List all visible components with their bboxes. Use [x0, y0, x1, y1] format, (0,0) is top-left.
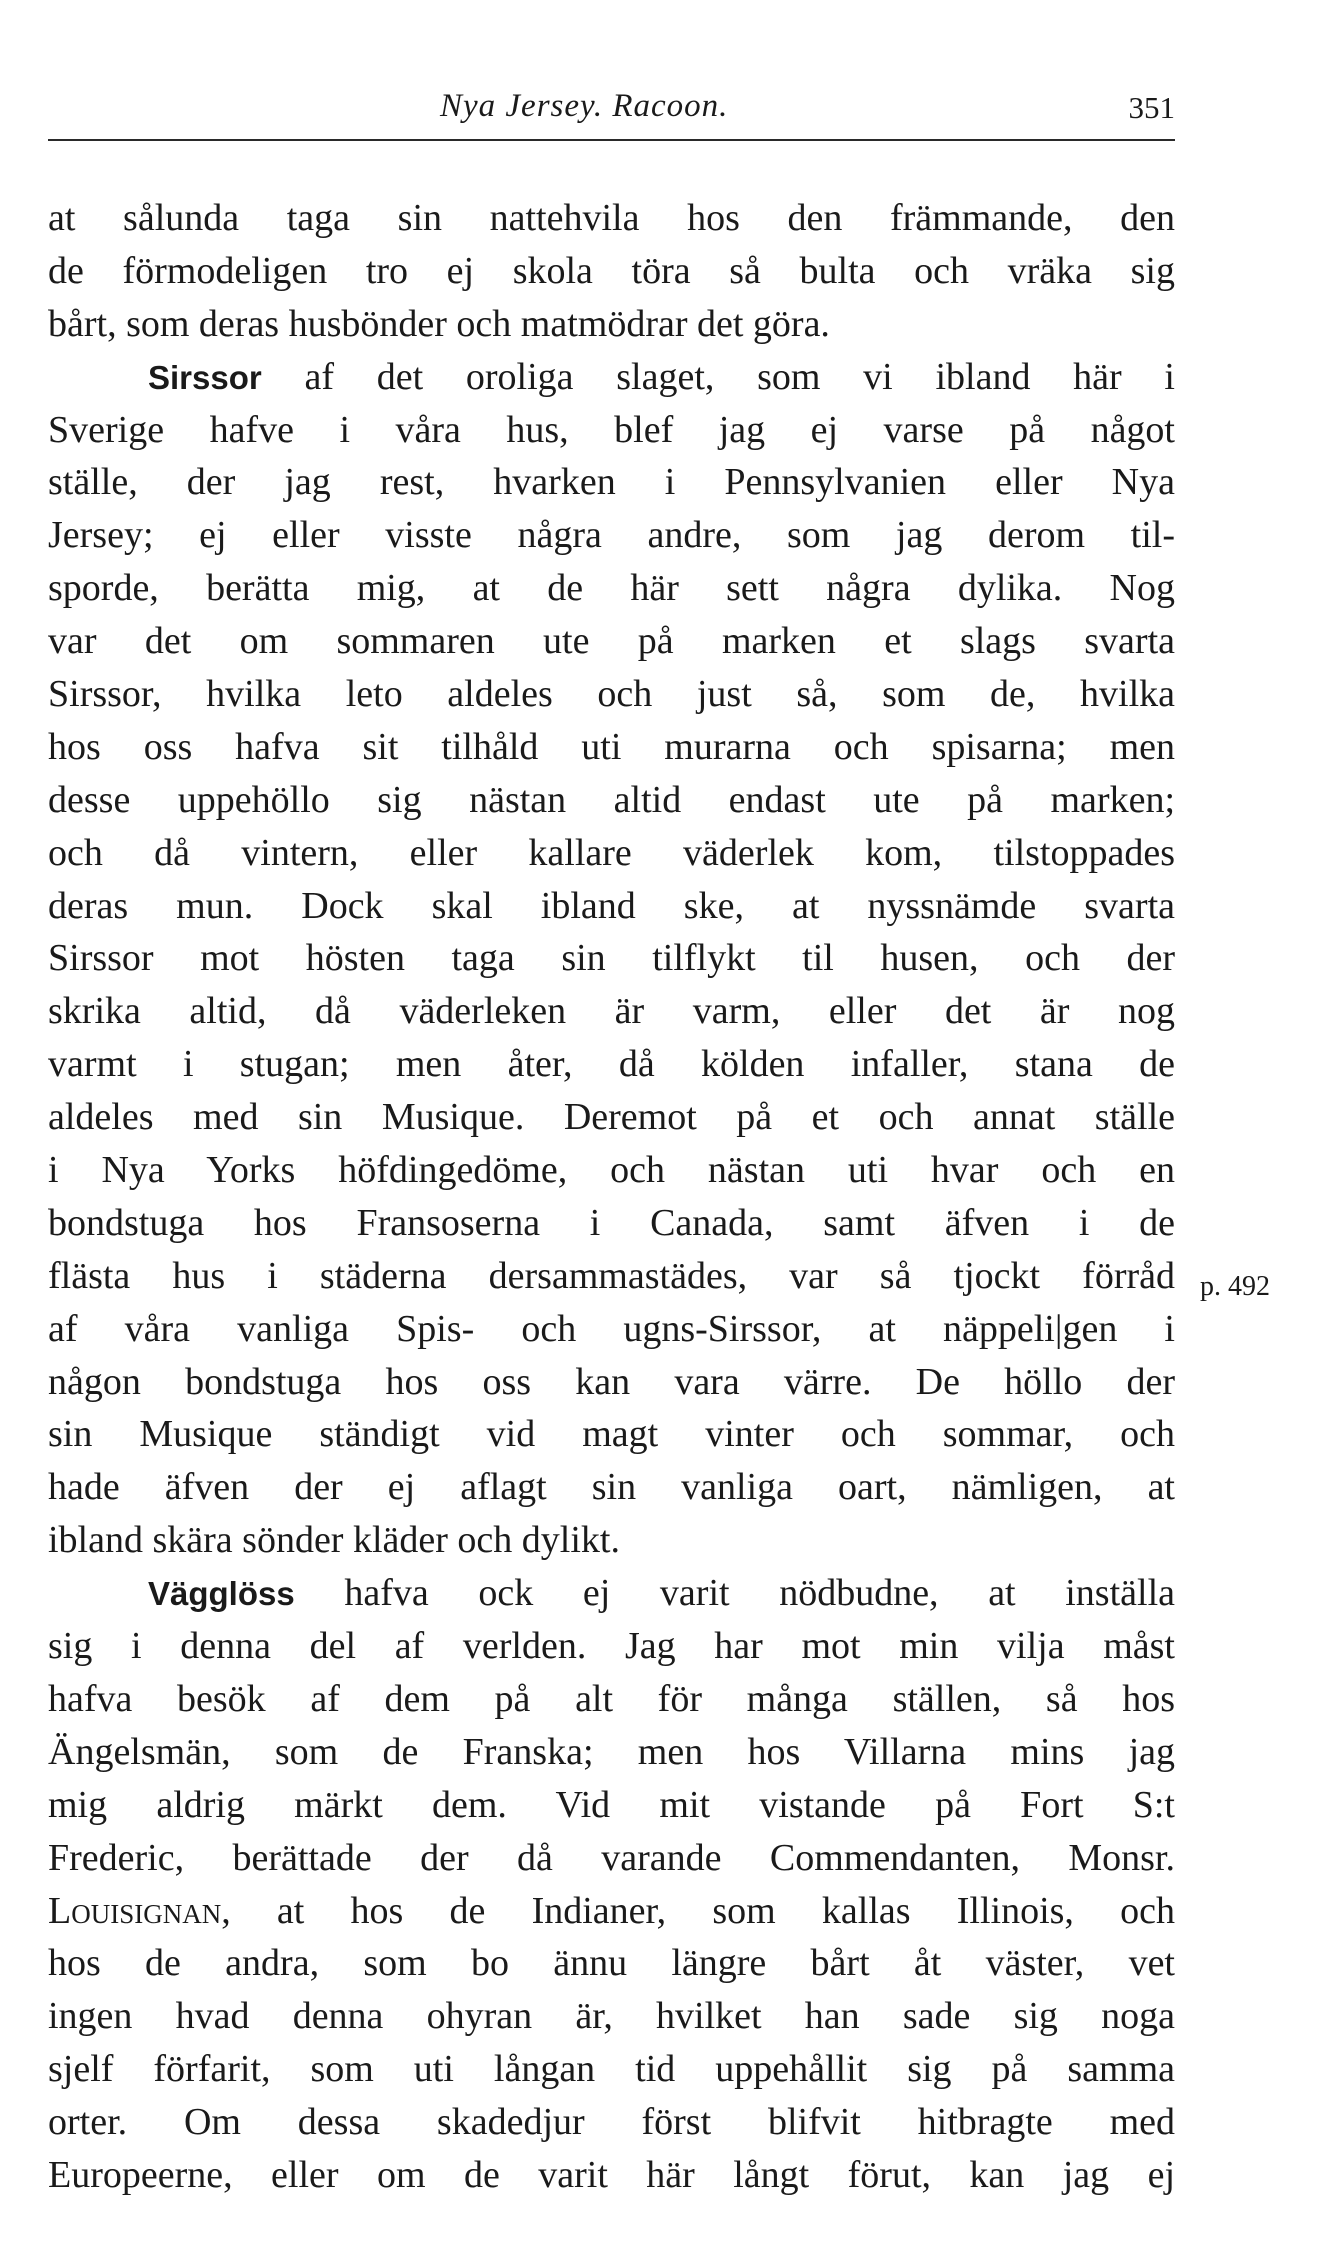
margin-page-reference: p. 492 — [1200, 1271, 1270, 1302]
text-line: sporde, berätta mig, at de här sett några dylika. Nog — [48, 567, 1175, 610]
text-line: varmt i stugan; men åter, då kölden infaller, stana de — [48, 1043, 1175, 1086]
text-line: Europeerne, eller om de varit här långt förut, kan jag ej — [48, 2153, 1175, 2196]
text-line: hafva besök af dem på alt för många ställen, så hos — [48, 1677, 1175, 1720]
running-title: Nya Jersey. Racoon. — [440, 88, 729, 124]
text-line: och då vintern, eller kallare väderlek kom, tilstoppades — [48, 831, 1175, 874]
text-line: desse uppehöllo sig nästan altid endast ute på marken; — [48, 778, 1175, 821]
text-line: ingen hvad denna ohyran är, hvilket han sade sig noga — [48, 1995, 1175, 2038]
text-line: aldeles med sin Musique. Deremot på et och annat ställe — [48, 1096, 1175, 1139]
text-line: deras mun. Dock skal ibland ske, at nyssnämde svarta — [48, 884, 1175, 927]
text-line: sjelf förfarit, som uti långan tid uppehållit sig på samma — [48, 2048, 1175, 2091]
text-line: orter. Om dessa skadedjur först blifvit hitbragte med — [48, 2101, 1175, 2144]
text-line: de förmodeligen tro ej skola töra så bulta och vräka sig — [48, 249, 1175, 292]
name-louisignan: Louisignan — [48, 1889, 222, 1932]
text-line: skrika altid, då väderleken är varm, eller det är nog — [48, 990, 1175, 1033]
text-line: Louisignan, at hos de Indianer, som kallas Illinois, och — [48, 1889, 1175, 1932]
text-line: bondstuga hos Fransoserna i Canada, samt äfven i de — [48, 1201, 1175, 1244]
text-line: någon bondstuga hos oss kan vara värre. De höllo der — [48, 1360, 1175, 1403]
text-line: ställe, der jag rest, hvarken i Pennsylvanien eller Nya — [48, 461, 1175, 504]
paragraph-start-line: Vägglöss hafva ock ej varit nödbudne, at inställa — [148, 1572, 1175, 1615]
text-line: af våra vanliga Spis- och ugns-Sirssor, at näppeli|gen i — [48, 1307, 1175, 1350]
text-line: flästa hus i städerna dersammastädes, var så tjockt förråd — [48, 1254, 1175, 1297]
text-line: mig aldrig märkt dem. Vid mit vistande på Fort S:t — [48, 1783, 1175, 1826]
page-header — [48, 88, 1175, 134]
header-rule — [48, 139, 1175, 141]
text-line: var det om sommaren ute på marken et slags svarta — [48, 620, 1175, 663]
text-line: hade äfven der ej aflagt sin vanliga oart, nämligen, at — [48, 1466, 1175, 1509]
text-line: hos de andra, som bo ännu längre bårt åt väster, vet — [48, 1942, 1175, 1985]
text-line: at sålunda taga sin nattehvila hos den främmande, den — [48, 197, 1175, 239]
text-line: Ängelsmän, som de Franska; men hos Villarna mins jag — [48, 1730, 1175, 1773]
page-number: 351 — [1128, 90, 1175, 125]
text-line: ibland skära sönder kläder och dylikt. — [48, 1519, 620, 1562]
text-line: Jersey; ej eller visste några andre, som jag derom til- — [48, 514, 1175, 557]
text-line: hos oss hafva sit tilhåld uti murarna och spisarna; men — [48, 725, 1175, 768]
text-line: Sirssor, hvilka leto aldeles och just så, som de, hvilka — [48, 673, 1175, 716]
text-line: Sirssor mot hösten taga sin tilflykt til husen, och der — [48, 937, 1175, 980]
keyword-vagglos: Vägglöss — [148, 1575, 295, 1613]
text-line: Sverige hafve i våra hus, blef jag ej varse på något — [48, 408, 1175, 451]
text-line: sig i denna del af verlden. Jag har mot min vilja måst — [48, 1625, 1175, 1668]
text-line: Frederic, berättade der då varande Commendanten, Monsr. — [48, 1836, 1175, 1879]
body-text — [48, 192, 1175, 2202]
text-line: i Nya Yorks höfdingedöme, och nästan uti hvar och en — [48, 1149, 1175, 1192]
keyword-sirssor: Sirssor — [148, 358, 262, 396]
text-line: sin Musique ständigt vid magt vinter och sommar, och — [48, 1413, 1175, 1456]
text-line: bårt, som deras husbönder och matmödrar det göra. — [48, 302, 830, 345]
paragraph-start-line: Sirssor af det oroliga slaget, som vi ibland här i — [148, 355, 1175, 398]
